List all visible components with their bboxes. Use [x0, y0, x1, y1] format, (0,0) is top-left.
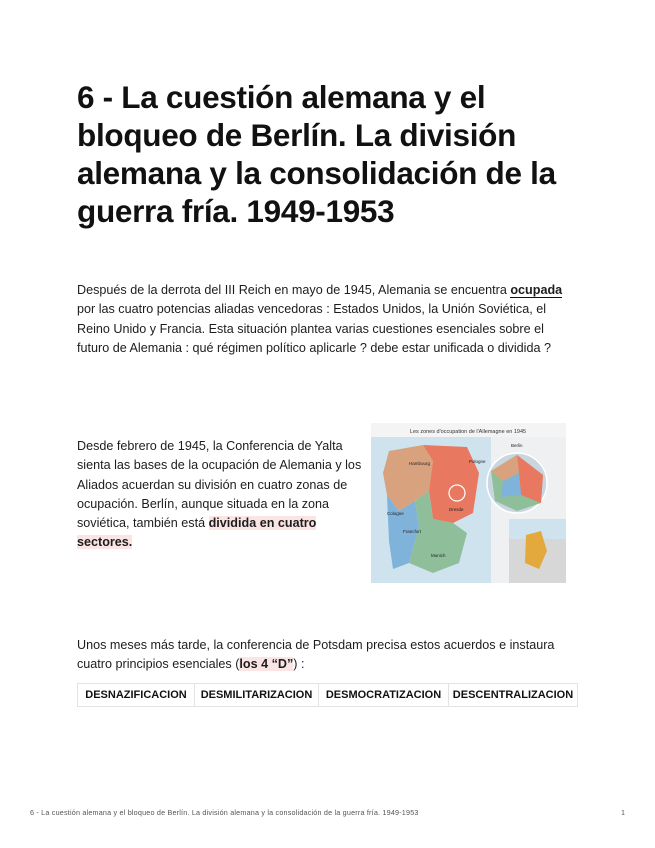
table-row: [78, 684, 578, 707]
potsdam-text-after: ) :: [293, 657, 305, 672]
map-label-berlin: Berlin: [511, 443, 523, 448]
potsdam-paragraph: [77, 636, 577, 675]
yalta-paragraph: [77, 437, 362, 553]
principle-cell: DESNAZIFICACION: [78, 684, 195, 707]
map-label-cologne: Cologne: [387, 511, 404, 516]
yalta-text: Desde febrero de 1945, la Conferencia de Yalta sienta las bases de la ocupación de Alemania y los Aliados acuerdan su división en cuatro zonas de ocupación. Berlín, aunque situada en la zona soviética, también está: [77, 439, 362, 531]
map-label-munich: Munich: [431, 553, 446, 558]
potsdam-text: Unos meses más tarde, la conferencia de Potsdam precisa estos acuerdos e instaura cuatro principios esenciales (: [77, 638, 555, 672]
map-label-hamburg: Hambourg: [409, 461, 431, 466]
map-title: Les zones d'occupation de l'Allemagne en 1945: [409, 429, 527, 435]
intro-paragraph: [77, 281, 577, 358]
intro-text-before: Después de la derrota del III Reich en mayo de 1945, Alemania se encuentra: [77, 283, 511, 297]
page-title: 6 - La cuestión alemana y el bloqueo de Berlín. La división alemana y la consolidación de la guerra fría. 1949-1953: [77, 79, 556, 229]
principle-cell: DESCENTRALIZACION: [449, 684, 578, 707]
intro-text-after: por las cuatro potencias aliadas vencedoras : Estados Unidos, la Unión Soviética, el Reino Unido y Francia. Esta situación plantea varias cuestiones esenciales sobre el futuro de Alemania : qué régimen político aplicarle ? debe estar unificada o dividida ?: [77, 302, 551, 355]
ocupada-emphasis: ocupada: [510, 283, 563, 297]
occupation-zones-map: [371, 423, 566, 583]
potsdam-highlight: los 4 “D”: [239, 657, 294, 672]
principle-cell: DESMOCRATIZACION: [319, 684, 449, 707]
page-footer: 6 - La cuestión alemana y el bloqueo de Berlín. La división alemana y la consolidación de la guerra fría. 1949-1953: [30, 808, 419, 817]
principle-cell: DESMILITARIZACION: [195, 684, 319, 707]
page-number: 1: [621, 808, 625, 817]
map-label-dresden: Dresde: [449, 507, 464, 512]
map-label-frankfurt: Francfort: [403, 529, 422, 534]
four-d-table: [77, 683, 578, 707]
map-label-poland: Pologne: [469, 459, 486, 464]
yalta-highlight: dividida en cuatro sectores.: [77, 516, 317, 550]
